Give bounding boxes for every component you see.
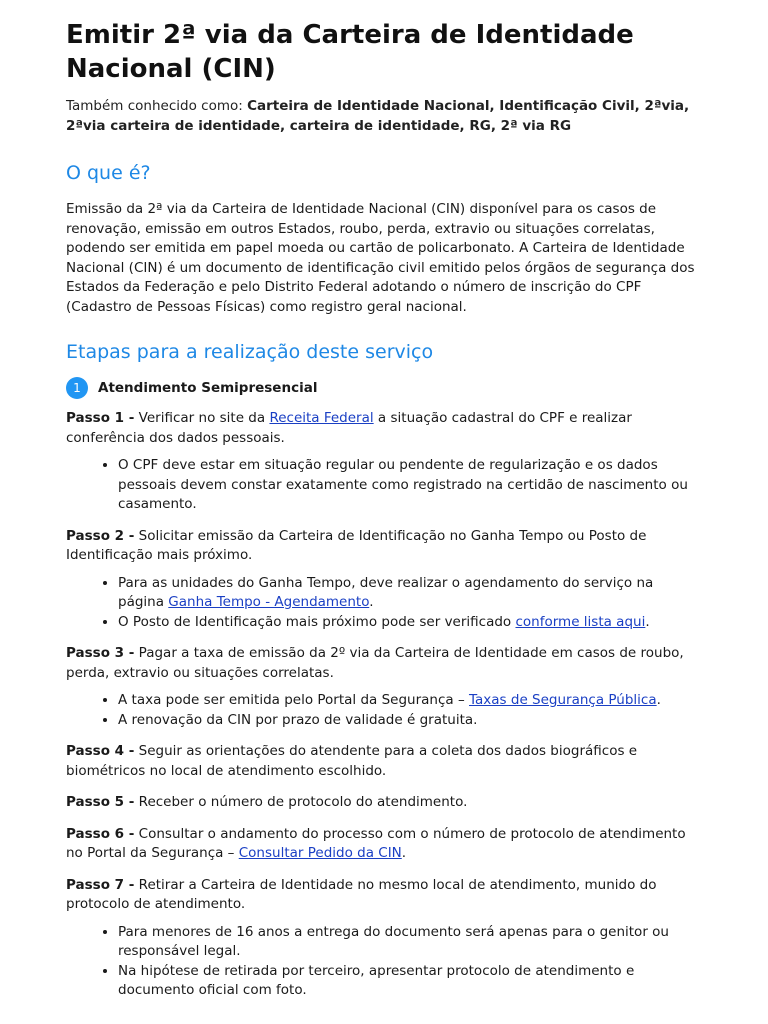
ganha-tempo-agendamento-link[interactable]: Ganha Tempo - Agendamento xyxy=(168,594,370,610)
step-text: . xyxy=(401,845,407,861)
list-item-text: O Posto de Identificação mais próximo pode ser verificado xyxy=(118,613,516,630)
section-heading-what: O que é? xyxy=(66,162,151,184)
step-7-bullets xyxy=(66,923,702,1001)
step-5 xyxy=(66,793,702,813)
step-1-bullets xyxy=(66,456,702,515)
consultar-pedido-link[interactable]: Consultar Pedido da CIN xyxy=(238,845,402,861)
step-text: Verificar no site da xyxy=(134,410,270,426)
step-2-bullets xyxy=(66,574,702,633)
mode-label: Atendimento Semipresencial xyxy=(98,380,318,396)
step-label: Passo 2 - xyxy=(66,527,135,544)
list-item xyxy=(118,691,702,711)
list-item: • A renovação da CIN por prazo de validade é gratuita. xyxy=(118,711,702,731)
step-label: Passo 1 - xyxy=(66,410,135,426)
list-item-text: . xyxy=(656,692,661,708)
step-label: Passo 5 - xyxy=(66,794,135,810)
step-3-bullets xyxy=(66,691,702,730)
list-item-text: Para as unidades do Ganha Tempo, deve realizar o agendamento do serviço na página xyxy=(118,574,654,610)
receita-federal-link[interactable]: Receita Federal xyxy=(269,410,374,426)
step-text: a situação cadastral do CPF e realizar conferência dos dados pessoais. xyxy=(66,410,632,446)
section-heading-steps: Etapas para a realização deste serviço xyxy=(66,341,434,363)
step-7 xyxy=(66,876,702,915)
step-text: Solicitar emissão da Carteira de Identificação no Ganha Tempo ou Posto de Identificação mais próximo. xyxy=(66,527,647,563)
mode-number-badge: 1 xyxy=(66,377,88,399)
step-text: Consultar o andamento do processo com o número de protocolo de atendimento no Portal da Segurança – xyxy=(66,825,686,861)
list-item-text: . xyxy=(645,613,650,630)
list-item: • O CPF deve estar em situação regular ou pendente de regularização e os dados pessoais devem constar exatamente como registrado na certidão de nascimento ou casamento. xyxy=(118,456,702,515)
step-4 xyxy=(66,742,702,781)
step-label: Passo 3 - xyxy=(66,645,135,661)
service-mode xyxy=(66,377,702,399)
page-title: Emitir 2ª via da Carteira de Identidade Nacional (CIN) xyxy=(66,20,634,84)
step-text: Pagar a taxa de emissão da 2º via da Carteira de Identidade em casos de roubo, perda, extravio ou situações correlatas. xyxy=(66,645,684,681)
posto-list-link[interactable]: conforme lista aqui xyxy=(515,613,646,630)
taxas-seguranca-link[interactable]: Taxas de Segurança Pública xyxy=(469,692,657,708)
step-text: Receber o número de protocolo do atendimento. xyxy=(134,794,468,810)
aka-prefix: Também conhecido como: xyxy=(66,98,248,114)
step-text: Retirar a Carteira de Identidade no mesmo local de atendimento, munido do protocolo de atendimento. xyxy=(66,876,657,912)
list-item xyxy=(118,574,702,613)
step-6 xyxy=(66,825,702,864)
list-item xyxy=(118,613,702,633)
step-label: Passo 6 - xyxy=(66,825,135,842)
step-text: Seguir as orientações do atendente para a coleta dos dados biográficos e biométricos no local de atendimento escolhido. xyxy=(66,743,638,779)
step-2 xyxy=(66,527,702,566)
list-item: • Para menores de 16 anos a entrega do documento será apenas para o genitor ou responsável legal. xyxy=(118,923,702,962)
list-item-text: . xyxy=(369,594,374,610)
aka-names: Carteira de Identidade Nacional, Identificação Civil, 2ªvia, 2ªvia carteira de identidade, carteira de identidade, RG, 2ª via RG xyxy=(66,98,690,134)
list-item-text: A taxa pode ser emitida pelo Portal da Segurança – xyxy=(118,692,469,708)
step-1 xyxy=(66,409,702,448)
step-3 xyxy=(66,644,702,683)
also-known-as xyxy=(66,96,702,136)
list-item: • Na hipótese de retirada por terceiro, apresentar protocolo de atendimento e documento oficial com foto. xyxy=(118,962,702,1001)
step-label: Passo 4 - xyxy=(66,743,135,759)
service-description: Emissão da 2ª via da Carteira de Identidade Nacional (CIN) disponível para os casos de renovação, emissão em outros Estados, roubo, perda, extravio ou situações correlatas, podendo ser emitida em papel moeda ou cartão de policarbonato. A Carteira de Identidade Nacional (CIN) é um documento de identificação civil emitido pelos órgãos de segurança dos Estados da Federação e pelo Distrito Federal adotando o número de inscrição do CPF (Cadastro de Pessoas Físicas) como registro geral nacional. xyxy=(66,201,695,315)
step-label: Passo 7 - xyxy=(66,876,135,893)
